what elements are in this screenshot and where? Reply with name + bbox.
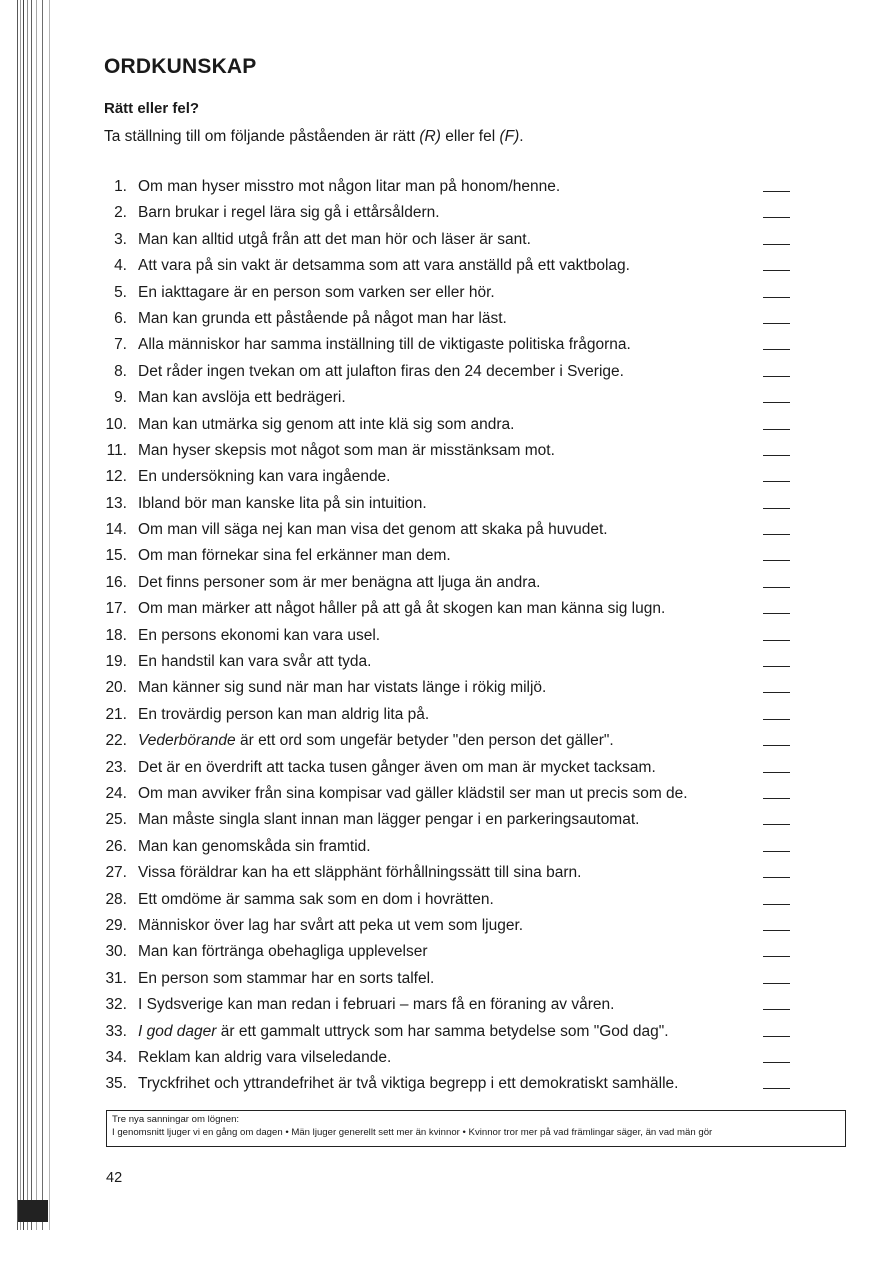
statement-text [138, 596, 665, 622]
answer-blank[interactable] [763, 297, 790, 298]
statement-item [100, 227, 800, 253]
statement-body: Det är en överdrift att tacka tusen gånger även om man är mycket tacksam. [138, 758, 656, 776]
statement-text [138, 332, 631, 358]
statement-body: En persons ekonomi kan vara usel. [138, 626, 381, 644]
statement-text [138, 359, 624, 385]
page-title: ORDKUNSKAP [104, 55, 257, 78]
statement-text [138, 649, 371, 675]
statement-body: Om man avviker från sina kompisar vad gäller klädstil ser man ut precis som de. [138, 784, 688, 802]
statement-body: Man kan förtränga obehagliga upplevelser [138, 943, 428, 961]
statement-text [138, 227, 531, 253]
statement-text [138, 200, 440, 226]
statement-number: 17. [105, 600, 127, 618]
statement-text [138, 1045, 391, 1071]
statement-text [138, 491, 427, 517]
section-subtitle: Rätt eller fel? [104, 100, 200, 117]
statement-number: 7. [114, 336, 127, 354]
instruction-text [104, 128, 524, 146]
page-number: 42 [106, 1170, 123, 1186]
statement-body: En trovärdig person kan man aldrig lita på. [138, 705, 430, 723]
statement-text [138, 887, 494, 913]
answer-blank[interactable] [763, 481, 790, 482]
answer-blank[interactable] [763, 191, 790, 192]
statement-item [100, 543, 800, 569]
answer-blank[interactable] [763, 1036, 790, 1037]
statement-number: 11. [106, 441, 127, 459]
statement-number: 4. [114, 257, 127, 275]
instruction-r-label: (R) [419, 128, 441, 145]
statement-number: 13. [105, 494, 127, 512]
answer-blank[interactable] [763, 270, 790, 271]
answer-blank[interactable] [763, 376, 790, 377]
statement-item [100, 702, 800, 728]
answer-blank[interactable] [763, 508, 790, 509]
statement-item [100, 570, 800, 596]
statement-body: är ett ord som ungefär betyder "den person det gäller". [235, 732, 614, 750]
fact-box-title: Tre nya sanningar om lögnen: [112, 1114, 240, 1125]
statement-number: 3. [114, 230, 127, 248]
answer-blank[interactable] [763, 1062, 790, 1063]
statement-number: 26. [105, 837, 127, 855]
statement-body: Man känner sig sund när man har vistats länge i rökig miljö. [138, 679, 547, 697]
statement-italic-term: Vederbörande [138, 732, 236, 750]
answer-blank[interactable] [763, 719, 790, 720]
statement-item [100, 200, 800, 226]
statement-item [100, 253, 800, 279]
statement-number: 35. [105, 1075, 127, 1093]
answer-blank[interactable] [763, 244, 790, 245]
statement-number: 20. [105, 679, 127, 697]
statement-number: 19. [105, 653, 127, 671]
statement-text [138, 570, 540, 596]
statement-number: 32. [105, 996, 127, 1014]
statement-item [100, 491, 800, 517]
statement-body: Man kan utmärka sig genom att inte klä sig som andra. [138, 415, 515, 433]
statement-item [100, 280, 800, 306]
statement-body: Om man förnekar sina fel erkänner man dem. [138, 547, 451, 565]
statement-item [100, 174, 800, 200]
statement-text [138, 1019, 669, 1045]
fact-box [106, 1110, 846, 1147]
statement-text [138, 174, 560, 200]
statement-item [100, 385, 800, 411]
statement-item [100, 306, 800, 332]
answer-blank[interactable] [763, 402, 790, 403]
answer-blank[interactable] [763, 930, 790, 931]
statement-number: 25. [105, 811, 127, 829]
statement-number: 30. [105, 943, 127, 961]
statement-number: 14. [105, 521, 127, 539]
statement-number: 23. [105, 758, 127, 776]
answer-blank[interactable] [763, 534, 790, 535]
statement-body: Man kan grunda ett påstående på något man har läst. [138, 309, 507, 327]
statement-text [138, 755, 656, 781]
statement-text [138, 438, 555, 464]
statement-item [100, 755, 800, 781]
statement-body: Man måste singla slant innan man lägger pengar i en parkeringsautomat. [138, 811, 640, 829]
answer-blank[interactable] [763, 983, 790, 984]
statement-text [138, 966, 434, 992]
answer-blank[interactable] [763, 640, 790, 641]
statement-text [138, 412, 515, 438]
answer-blank[interactable] [763, 429, 790, 430]
statement-number: 22. [105, 732, 127, 750]
statement-number: 9. [114, 389, 127, 407]
statement-body: En handstil kan vara svår att tyda. [138, 653, 372, 671]
answer-blank[interactable] [763, 798, 790, 799]
answer-blank[interactable] [763, 560, 790, 561]
statement-number: 21. [105, 705, 127, 723]
statement-text [138, 992, 614, 1018]
statement-body: är ett gammalt uttryck som har samma betydelse som "God dag". [216, 1022, 669, 1040]
statement-body: I Sydsverige kan man redan i februari – mars få en föraning av våren. [138, 996, 615, 1014]
statement-number: 24. [105, 784, 127, 802]
statement-item [100, 834, 800, 860]
answer-blank[interactable] [763, 904, 790, 905]
statement-text [138, 253, 630, 279]
statement-item [100, 596, 800, 622]
statement-text [138, 1071, 678, 1097]
statement-text [138, 675, 546, 701]
answer-blank[interactable] [763, 1088, 790, 1089]
statement-body: Ibland bör man kanske lita på sin intuition. [138, 494, 427, 512]
statement-body: En undersökning kan vara ingående. [138, 468, 391, 486]
statement-item [100, 517, 800, 543]
statement-item [100, 438, 800, 464]
answer-blank[interactable] [763, 956, 790, 957]
statement-number: 15. [105, 547, 127, 565]
statement-list [100, 174, 800, 1098]
answer-blank[interactable] [763, 824, 790, 825]
statement-item [100, 992, 800, 1018]
statement-body: Vissa föräldrar kan ha ett släpphänt förhållningssätt till sina barn. [138, 864, 582, 882]
statement-item [100, 913, 800, 939]
statement-item [100, 1045, 800, 1071]
statement-number: 2. [114, 204, 127, 222]
answer-blank[interactable] [763, 587, 790, 588]
statement-body: En iakttagare är en person som varken ser eller hör. [138, 283, 495, 301]
statement-body: Man kan genomskåda sin framtid. [138, 837, 371, 855]
answer-blank[interactable] [763, 877, 790, 878]
statement-text [138, 306, 507, 332]
answer-blank[interactable] [763, 323, 790, 324]
statement-number: 18. [105, 626, 127, 644]
statement-body: Om man vill säga nej kan man visa det genom att skaka på huvudet. [138, 521, 608, 539]
statement-number: 1. [114, 178, 127, 195]
statement-item [100, 860, 800, 886]
statement-text [138, 939, 428, 965]
statement-item [100, 939, 800, 965]
statement-body: Om man hyser misstro mot någon litar man på honom/henne. [138, 178, 561, 195]
statement-text [138, 834, 371, 860]
statement-number: 6. [114, 309, 127, 327]
statement-number: 27. [105, 864, 127, 882]
statement-body: En person som stammar har en sorts talfel. [138, 969, 435, 987]
statement-item [100, 675, 800, 701]
statement-body: Om man märker att något håller på att gå åt skogen kan man känna sig lugn. [138, 600, 666, 618]
statement-number: 16. [105, 573, 127, 591]
statement-text [138, 702, 429, 728]
statement-number: 12. [105, 468, 127, 486]
statement-italic-term: I god dager [138, 1022, 217, 1040]
statement-number: 29. [105, 916, 127, 934]
answer-blank[interactable] [763, 455, 790, 456]
instruction-f-label: (F) [499, 128, 520, 145]
statement-item [100, 887, 800, 913]
answer-blank[interactable] [763, 692, 790, 693]
book-binding-corner [18, 1200, 48, 1222]
statement-item [100, 728, 800, 754]
statement-text [138, 807, 639, 833]
statement-body: Det råder ingen tvekan om att julafton firas den 24 december i Sverige. [138, 362, 624, 380]
statement-text [138, 517, 608, 543]
answer-blank[interactable] [763, 217, 790, 218]
statement-number: 5. [114, 283, 127, 301]
statement-text [138, 543, 451, 569]
statement-text [138, 623, 380, 649]
statement-item [100, 464, 800, 490]
statement-item [100, 781, 800, 807]
answer-blank[interactable] [763, 1009, 790, 1010]
statement-text [138, 280, 495, 306]
statement-item [100, 966, 800, 992]
statement-body: Barn brukar i regel lära sig gå i ettårsåldern. [138, 204, 440, 222]
statement-item [100, 1019, 800, 1045]
statement-body: Man kan avslöja ett bedrägeri. [138, 389, 346, 407]
instruction-middle: eller fel [440, 128, 500, 145]
statement-number: 28. [105, 890, 127, 908]
instruction-lead: Ta ställning till om följande påståenden är rätt [104, 128, 420, 145]
statement-item [100, 1071, 800, 1097]
statement-body: Det finns personer som är mer benägna att ljuga än andra. [138, 573, 541, 591]
statement-item [100, 623, 800, 649]
answer-blank[interactable] [763, 666, 790, 667]
statement-text [138, 728, 614, 754]
statement-body: Människor över lag har svårt att peka ut vem som ljuger. [138, 916, 524, 934]
statement-item [100, 359, 800, 385]
statement-body: Att vara på sin vakt är detsamma som att vara anställd på ett vaktbolag. [138, 257, 630, 275]
answer-blank[interactable] [763, 851, 790, 852]
instruction-end: . [519, 128, 524, 145]
statement-number: 10. [105, 415, 127, 433]
statement-body: Man hyser skepsis mot något som man är misstänksam mot. [138, 441, 555, 459]
statement-item [100, 412, 800, 438]
statement-item [100, 649, 800, 675]
statement-item [100, 807, 800, 833]
statement-number: 34. [105, 1048, 127, 1066]
book-binding-edge [16, 0, 56, 1230]
statement-number: 31. [105, 969, 127, 987]
statement-number: 8. [114, 362, 127, 380]
statement-text [138, 860, 581, 886]
answer-blank[interactable] [763, 772, 790, 773]
answer-blank[interactable] [763, 613, 790, 614]
statement-text [138, 464, 391, 490]
statement-body: Man kan alltid utgå från att det man hör och läser är sant. [138, 230, 531, 248]
statement-text [138, 781, 688, 807]
statement-body: Reklam kan aldrig vara vilseledande. [138, 1048, 392, 1066]
statement-body: Ett omdöme är samma sak som en dom i hovrätten. [138, 890, 494, 908]
statement-body: Alla människor har samma inställning till de viktigaste politiska frågorna. [138, 336, 631, 354]
fact-box-text: I genomsnitt ljuger vi en gång om dagen • Män ljuger generellt sett mer än kvinnor • Kvinnor tror mer på vad främlingar säger, än vad män gör [112, 1126, 713, 1138]
answer-blank[interactable] [763, 745, 790, 746]
statement-text [138, 913, 523, 939]
statement-body: Tryckfrihet och yttrandefrihet är två viktiga begrepp i ett demokratiskt samhälle. [138, 1075, 679, 1093]
statement-number: 33. [105, 1022, 127, 1040]
statement-text [138, 385, 346, 411]
answer-blank[interactable] [763, 349, 790, 350]
statement-item [100, 332, 800, 358]
